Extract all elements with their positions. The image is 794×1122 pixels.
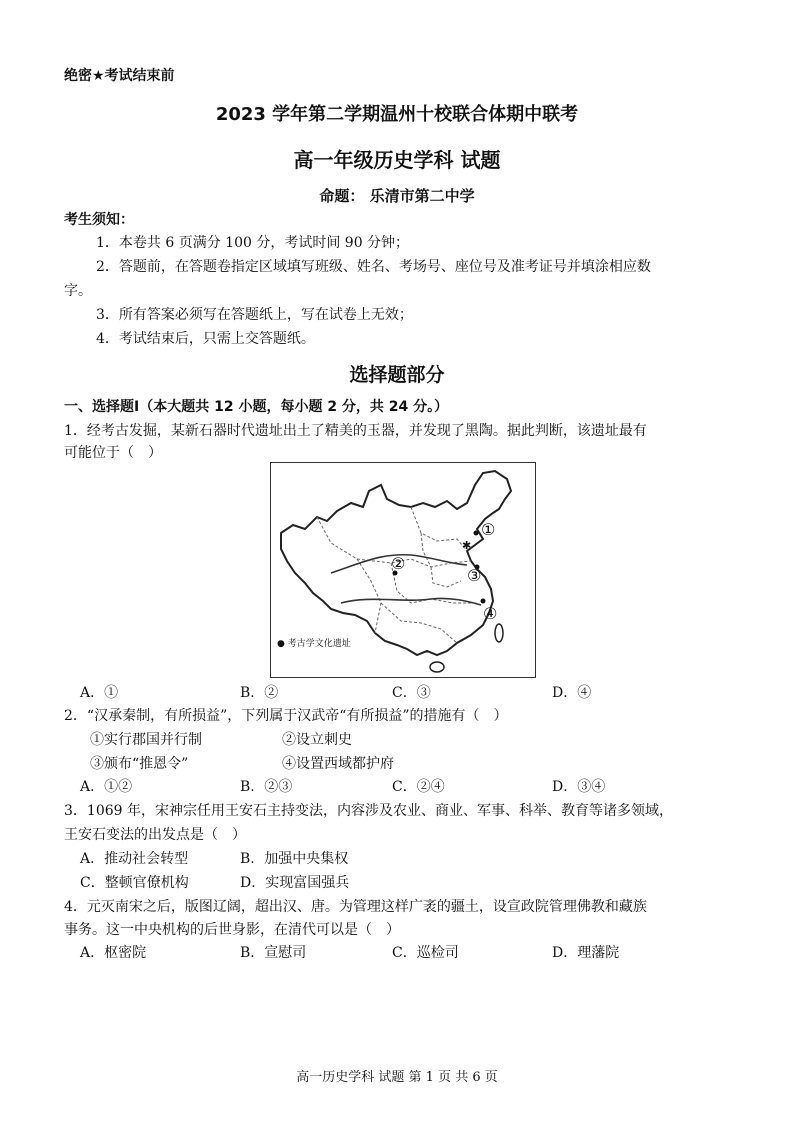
q2-item: ②设立刺史 bbox=[282, 732, 352, 748]
q1-stem-line1: 1．经考古发掘，某新石器时代遗址出土了精美的玉器，并发现了黑陶。据此判断，该遗址最有 bbox=[64, 423, 647, 439]
q4-option-a: A．枢密院 bbox=[80, 945, 147, 961]
author-line: 命题： 乐清市第二中学 bbox=[319, 187, 475, 205]
q3-option-c: C．整顿官僚机构 bbox=[80, 875, 189, 891]
q1-option-d: D．④ bbox=[552, 685, 592, 701]
notice-item: 字。 bbox=[64, 283, 92, 299]
q3-option-d: D．实现富国强兵 bbox=[240, 875, 350, 891]
q2-option-c: C．②④ bbox=[392, 779, 445, 795]
q2-stem: 2．“汉承秦制，有所损益”，下列属于汉武帝“有所损益”的措施有（ ） bbox=[64, 708, 508, 724]
q4-option-c: C．巡检司 bbox=[392, 945, 459, 961]
q2-option-b: B．②③ bbox=[240, 779, 293, 795]
subject-title: 高一年级历史学科 试题 bbox=[293, 148, 501, 172]
q3-option-b: B．加强中央集权 bbox=[240, 851, 349, 867]
capital-star-icon: ✱ bbox=[462, 539, 472, 552]
map-marker-4: ④ bbox=[483, 604, 498, 623]
site-dot-icon bbox=[474, 531, 479, 536]
part-heading: 一、选择题Ⅰ（本大题共 12 小题，每小题 2 分，共 24 分。） bbox=[64, 399, 449, 415]
q1-option-c: C．③ bbox=[392, 685, 431, 701]
map-marker-1: ① bbox=[481, 520, 496, 539]
notice-item: 4．考试结束后，只需上交答题纸。 bbox=[96, 331, 315, 347]
q1-option-a: A．① bbox=[80, 685, 119, 701]
notice-item: 3．所有答案必须写在答题纸上，写在试卷上无效； bbox=[96, 307, 413, 323]
q2-item: ①实行郡国并行制 bbox=[90, 732, 202, 748]
notice-item: 1．本卷共 6 页满分 100 分，考试时间 90 分钟； bbox=[96, 235, 410, 251]
q3-stem-line2: 王安石变法的出发点是（ ） bbox=[64, 827, 246, 843]
q2-item: ④设置西域都护府 bbox=[282, 756, 394, 772]
q4-option-d: D．理藩院 bbox=[552, 945, 620, 961]
q4-option-b: B．宣慰司 bbox=[240, 945, 307, 961]
q3-option-a: A．推动社会转型 bbox=[80, 851, 189, 867]
map-marker-2: ② bbox=[391, 554, 406, 573]
page-footer: 高一历史学科 试题 第 1 页 共 6 页 bbox=[296, 1070, 498, 1085]
q2-item: ③颁布“推恩令” bbox=[90, 756, 189, 772]
q3-stem-line1: 3．1069 年，宋神宗任用王安石主持变法，内容涉及农业、商业、军事、科举、教育等诸多领域， bbox=[64, 803, 673, 819]
exam-title: 2023 学年第二学期温州十校联合体期中联考 bbox=[215, 104, 579, 125]
secret-label: 绝密★考试结束前 bbox=[64, 68, 175, 84]
notice-heading: 考生须知： bbox=[64, 212, 134, 228]
china-map-drawing bbox=[271, 463, 535, 677]
map-marker-3: ③ bbox=[467, 566, 482, 585]
china-map bbox=[270, 462, 536, 678]
notice-item: 2．答题前，在答题卷指定区域填写班级、姓名、考场号、座位号及准考证号并填涂相应数 bbox=[96, 259, 651, 275]
q2-option-d: D．③④ bbox=[552, 779, 606, 795]
site-dot-icon bbox=[481, 599, 486, 604]
q4-stem-line2: 事务。这一中央机构的后世身影，在清代可以是（ ） bbox=[64, 922, 400, 938]
q2-option-a: A．①② bbox=[80, 779, 133, 795]
map-legend: ● 考古学文化遗址 bbox=[277, 639, 351, 649]
q1-option-b: B．② bbox=[240, 685, 279, 701]
q4-stem-line1: 4．元灭南宋之后，版图辽阔，超出汉、唐。为管理这样广袤的疆土，设宣政院管理佛教和藏族 bbox=[64, 899, 647, 915]
section-title: 选择题部分 bbox=[349, 364, 445, 386]
q1-stem-line2: 可能位于（ ） bbox=[64, 445, 162, 461]
